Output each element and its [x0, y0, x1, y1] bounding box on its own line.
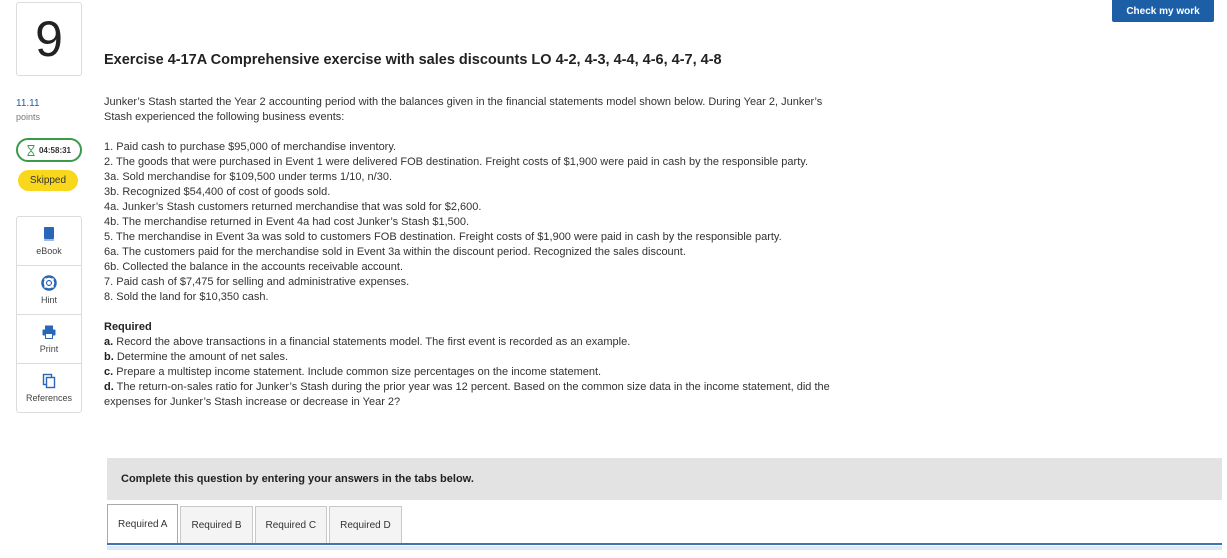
- event-item: 8. Sold the land for $10,350 cash.: [104, 291, 269, 303]
- copy-icon: [41, 373, 57, 389]
- status-badge: Skipped: [18, 170, 78, 191]
- check-my-work-button[interactable]: Check my work: [1112, 0, 1214, 22]
- requirement-text: Determine the amount of net sales.: [113, 351, 289, 363]
- ebook-button[interactable]: [17, 217, 81, 266]
- points-value: 11.11: [16, 98, 40, 109]
- requirement-letter: c.: [104, 366, 114, 378]
- book-icon: [41, 226, 57, 242]
- event-item: 6a. The customers paid for the merchandise sold in Event 3a within the discount period. Recognized the sales discount.: [104, 246, 686, 258]
- tab-required-c[interactable]: Required C: [255, 506, 328, 543]
- requirement-tabs: [107, 505, 1222, 545]
- tab-content-top: [107, 546, 1222, 550]
- event-item: 6b. Collected the balance in the accounts receivable account.: [104, 261, 404, 273]
- answer-instruction-panel: [107, 458, 1222, 500]
- ebook-label: eBook: [36, 246, 62, 256]
- requirement-text: The return-on-sales ratio for Junker’s Stash during the prior year was 12 percent. Based on the common size data in the income statement, did the expenses for Junker’s Stash increase or decrease in Year 2?: [104, 381, 830, 408]
- intro-text: Junker’s Stash started the Year 2 accounting period with the balances given in the financial statements model shown below. During Year 2, Junker’s Stash experienced the following business events:: [104, 96, 823, 123]
- event-item: 4b. The merchandise returned in Event 4a had cost Junker’s Stash $1,500.: [104, 216, 470, 228]
- print-label: Print: [39, 344, 59, 354]
- requirement-text: Prepare a multistep income statement. Include common size percentages on the income statement.: [113, 366, 602, 378]
- requirement-item: [104, 335, 849, 350]
- hourglass-icon: [27, 145, 35, 156]
- printer-icon: [41, 324, 57, 340]
- tool-panel: [16, 216, 82, 413]
- requirement-letter: d.: [104, 381, 114, 393]
- requirement-item: [104, 365, 849, 380]
- lifebuoy-icon: [41, 275, 57, 291]
- event-item: 3a. Sold merchandise for $109,500 under terms 1/10, n/30.: [104, 171, 393, 183]
- event-item: 1. Paid cash to purchase $95,000 of merchandise inventory.: [104, 141, 397, 153]
- question-body: [104, 95, 849, 410]
- print-button[interactable]: [17, 315, 81, 364]
- requirement-letter: b.: [104, 351, 114, 363]
- requirement-item: [104, 380, 849, 410]
- required-heading: Required: [104, 321, 152, 333]
- references-button[interactable]: [17, 364, 81, 412]
- hint-label: Hint: [40, 295, 57, 305]
- event-item: 4a. Junker’s Stash customers returned merchandise that was sold for $2,600.: [104, 201, 482, 213]
- hint-button[interactable]: [17, 266, 81, 315]
- timer-value: 04:58:31: [38, 145, 72, 155]
- tab-required-a[interactable]: Required A: [107, 504, 178, 543]
- question-number: 9: [16, 2, 82, 76]
- answer-instruction: Complete this question by entering your answers in the tabs below.: [121, 473, 474, 485]
- event-item: 2. The goods that were purchased in Event 1 were delivered FOB destination. Freight costs of $1,900 were paid in cash by the responsible party.: [104, 156, 808, 168]
- points-label: points: [16, 112, 41, 122]
- timer: [16, 138, 82, 162]
- requirement-letter: a.: [104, 336, 114, 348]
- references-label: References: [25, 393, 73, 403]
- requirement-text: Record the above transactions in a financial statements model. The first event is recorded as an example.: [113, 336, 631, 348]
- tab-required-d[interactable]: Required D: [329, 506, 402, 543]
- event-list: [104, 140, 849, 305]
- requirement-item: [104, 350, 849, 365]
- tab-required-b[interactable]: Required B: [180, 506, 252, 543]
- event-item: 7. Paid cash of $7,475 for selling and administrative expenses.: [104, 276, 410, 288]
- exercise-title: Exercise 4-17A Comprehensive exercise with sales discounts LO 4-2, 4-3, 4-4, 4-6, 4-7, 4-8: [104, 52, 722, 68]
- event-item: 3b. Recognized $54,400 of cost of goods sold.: [104, 186, 331, 198]
- event-item: 5. The merchandise in Event 3a was sold to customers FOB destination. Freight costs of $1,900 were paid in cash by the responsible party.: [104, 231, 782, 243]
